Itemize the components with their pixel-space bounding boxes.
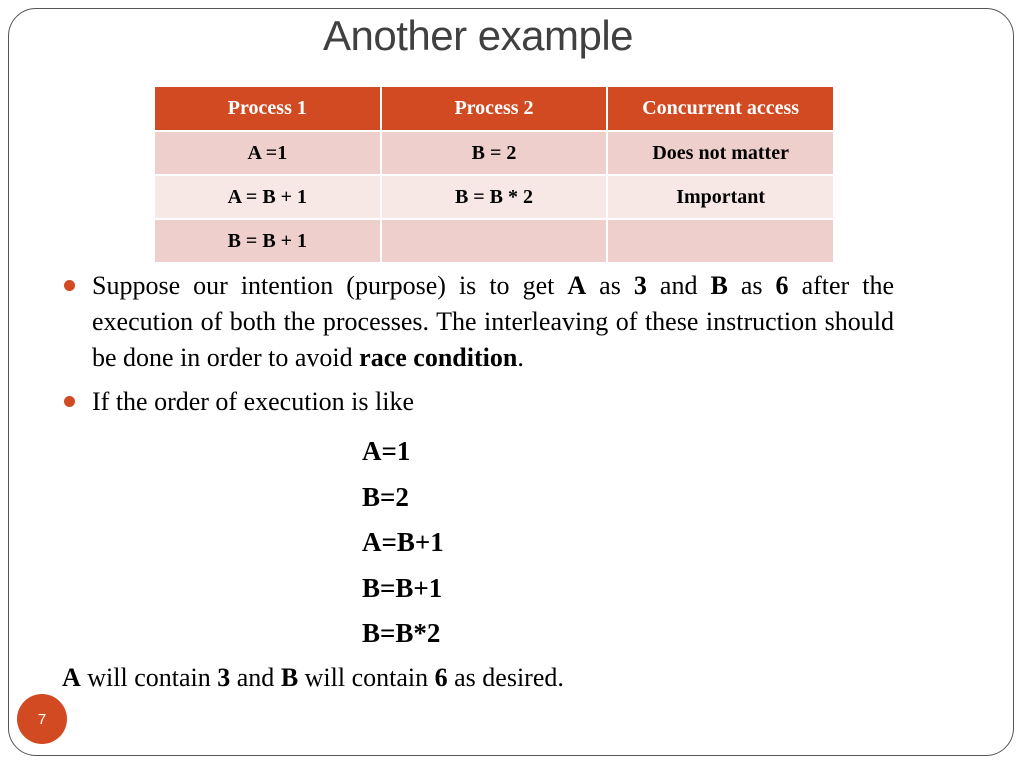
table-row [154,175,834,219]
table-cell [381,219,608,263]
bullet-dot-icon [64,396,75,407]
table-cell: Does not matter [607,131,834,175]
table-cell: B = 2 [381,131,608,175]
conclusion-text: A will contain 3 and B will contain 6 as desired. [62,663,564,692]
header-process-1: Process 1 [154,86,381,131]
page-number-badge: 7 [17,694,67,744]
slide-body [62,268,894,420]
emphasis-race-condition: race condition [359,343,518,372]
table-cell: Important [607,175,834,219]
sequence-step: B=2 [362,481,409,512]
header-concurrent-access: Concurrent access [607,86,834,131]
table-row [154,219,834,263]
table-cell: B = B + 1 [154,219,381,263]
table-header-row [154,86,834,131]
table-row [154,131,834,175]
bullet-dot-icon [64,280,75,291]
process-table [153,85,835,264]
slide-title: Another example [322,12,634,59]
sequence-step: B=B+1 [362,572,443,603]
bullet-text: Suppose our intention (purpose) is to get A as 3 and B as 6 after the execution of both the processes. The interleaving of these instruction should be done in order to avoid race condition. [92,271,894,372]
table-cell: A = B + 1 [154,175,381,219]
table-cell: A =1 [154,131,381,175]
bullet-item [62,268,894,376]
sequence-step: A=1 [362,436,411,466]
table-cell [607,219,834,263]
execution-sequence [362,433,444,661]
sequence-step: A=B+1 [362,527,444,557]
header-process-2: Process 2 [381,86,608,131]
table-cell: B = B * 2 [381,175,608,219]
sequence-step: B=B*2 [362,618,441,648]
bullet-item [62,384,894,420]
bullet-text: If the order of execution is like [92,387,414,416]
